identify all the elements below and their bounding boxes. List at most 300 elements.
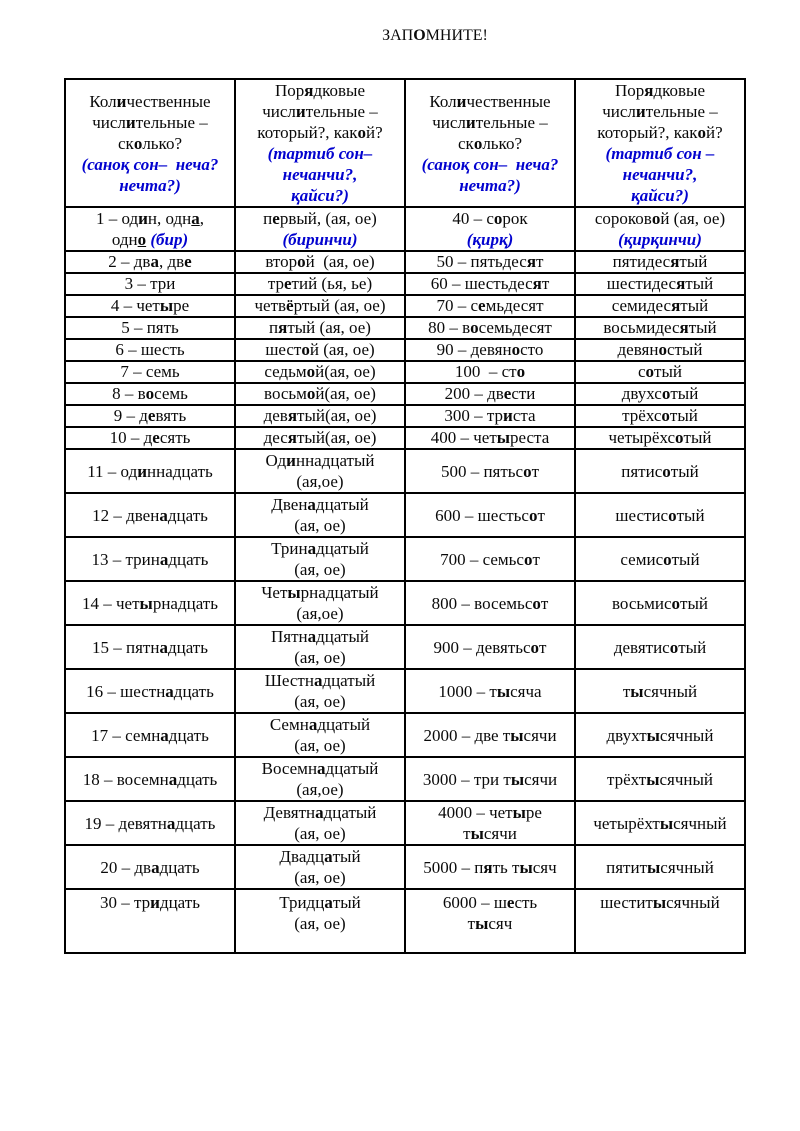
cell-text: 80 – в — [428, 318, 471, 337]
cell-text: 6 – шесть — [115, 340, 185, 359]
cell-text: 20 – дв — [100, 857, 152, 877]
cell-text: а — [313, 671, 323, 690]
table-cell — [575, 207, 745, 251]
cell-text: сячный — [660, 857, 714, 877]
table-cell — [575, 889, 745, 953]
cell-text: Двен — [271, 495, 308, 514]
cell-text: е — [147, 406, 156, 425]
table-cell — [235, 251, 405, 273]
cell-text: а — [166, 813, 176, 833]
table-cell — [405, 669, 575, 713]
cell-text: и — [465, 112, 476, 132]
cell-text: и — [137, 461, 148, 481]
table-cell — [65, 537, 235, 581]
cell-text: т — [541, 274, 550, 293]
cell-text: ы — [652, 893, 667, 912]
table-row — [65, 295, 745, 317]
cell-text: , дв — [158, 252, 185, 271]
cell-text: , — [199, 209, 205, 228]
table-cell — [65, 845, 235, 889]
translation-text: нечта?) — [119, 175, 181, 195]
cell-text: 40 – с — [452, 209, 494, 228]
table-row — [65, 845, 745, 889]
cell-text: а — [168, 769, 178, 789]
cell-text: Чет — [261, 583, 288, 602]
cell-text: пятидес — [612, 252, 671, 271]
table-header — [65, 79, 745, 207]
cell-text: а — [324, 847, 333, 866]
cell-text: мьдесят — [485, 296, 544, 315]
cell-text: 11 – од — [87, 461, 138, 481]
cell-text: пятит — [606, 857, 648, 877]
table-cell — [405, 889, 575, 953]
cell-text: о — [697, 123, 707, 142]
cell-text: дес — [263, 428, 288, 447]
cell-text: дцать — [168, 725, 209, 745]
cell-text: сяча — [510, 681, 542, 701]
cell-text: сячный — [659, 725, 714, 745]
cell-text: реста — [510, 428, 550, 447]
cell-text: 3000 – три т — [422, 769, 511, 789]
table-cell — [235, 405, 405, 427]
cell-text: дцать — [159, 857, 200, 877]
cell-text: тельные – — [475, 112, 548, 132]
cell-text: трёхт — [606, 769, 647, 789]
cell-text: ы — [646, 725, 660, 745]
table-cell — [65, 405, 235, 427]
cell-text: тый — [654, 362, 682, 381]
cell-text: о — [306, 362, 316, 381]
cell-text: О — [413, 27, 426, 44]
header-cell — [405, 79, 575, 207]
table-cell — [575, 273, 745, 295]
table-row — [65, 537, 745, 581]
cell-text: ы — [510, 725, 524, 745]
cell-text: 2000 – две т — [423, 725, 511, 745]
table-cell — [405, 361, 575, 383]
cell-text: сто — [520, 340, 544, 359]
table-row — [65, 801, 745, 845]
cell-text: а — [324, 893, 333, 912]
table-cell — [235, 669, 405, 713]
cell-text: 400 – чет — [430, 428, 497, 447]
table-cell — [405, 493, 575, 537]
cell-text: 8 – в — [112, 384, 146, 403]
cell-text: о — [297, 252, 306, 271]
cell-text: 1 – од — [95, 209, 139, 228]
cell-text: тельные – — [135, 112, 208, 132]
cell-text: семис — [620, 549, 664, 569]
table-cell — [405, 801, 575, 845]
table-cell — [65, 713, 235, 757]
table-row — [65, 493, 745, 537]
cell-text: т — [537, 505, 545, 525]
cell-text: о — [473, 133, 483, 153]
cell-text: семьдесят — [478, 318, 552, 337]
cell-text: сять — [159, 428, 191, 447]
cell-text: тый — [680, 593, 708, 613]
cell-text: числ — [262, 102, 296, 121]
cell-text: о — [306, 384, 316, 403]
cell-text: а — [165, 681, 174, 701]
cell-text: а — [308, 715, 318, 734]
table-cell — [65, 295, 235, 317]
cell-text: дцатый — [316, 539, 369, 558]
cell-text: о — [645, 362, 655, 381]
cell-text: дцать — [167, 505, 208, 525]
cell-text: дцать — [168, 549, 209, 569]
cell-text: Пятн — [271, 627, 308, 646]
cell-text: а — [307, 495, 316, 514]
cell-text: числ — [432, 112, 466, 132]
cell-text: о — [675, 428, 684, 447]
cell-text: и — [635, 102, 646, 121]
cell-text: ы — [470, 824, 484, 843]
table-cell — [235, 581, 405, 625]
cell-text: ы — [630, 681, 644, 701]
cell-text: и — [150, 893, 160, 912]
cell-text: о — [661, 384, 671, 403]
cell-text: двухс — [621, 384, 662, 403]
cell-text: 16 – шестн — [86, 681, 166, 701]
cell-text: о — [145, 384, 155, 403]
cell-text: ы — [510, 769, 525, 789]
cell-text: четырёхт — [593, 813, 660, 833]
table-cell — [65, 889, 235, 953]
cell-text: Кол — [89, 91, 117, 111]
table-cell — [405, 339, 575, 361]
cell-text: четырёхс — [608, 428, 676, 447]
table-cell — [575, 581, 745, 625]
cell-text: дцать — [175, 813, 216, 833]
cell-text: о — [671, 593, 681, 613]
cell-text: ы — [512, 803, 526, 822]
table-cell — [65, 361, 235, 383]
cell-text: (ая,ое) — [296, 472, 344, 491]
cell-text: я — [671, 296, 681, 315]
cell-text: ре — [525, 803, 542, 822]
cell-text: о — [523, 549, 533, 569]
cell-text: я — [287, 428, 297, 447]
cell-text: чественные — [126, 91, 211, 111]
table-cell — [575, 757, 745, 801]
cell-text: дцатый — [325, 759, 379, 778]
table-row — [65, 713, 745, 757]
table-cell — [235, 207, 405, 251]
cell-text: (ая, ое) — [294, 824, 346, 843]
cell-text: ннадцать — [147, 461, 213, 481]
cell-text: дцатый — [316, 627, 369, 646]
cell-text: о — [528, 505, 538, 525]
cell-text: а — [159, 505, 168, 525]
table-cell — [575, 427, 745, 449]
cell-text: пятис — [621, 461, 663, 481]
cell-text: сти — [511, 384, 536, 403]
cell-text: (ая, ое) — [294, 516, 346, 535]
table-cell — [575, 449, 745, 493]
table-cell — [575, 845, 745, 889]
cell-text: 30 – тр — [100, 893, 151, 912]
cell-text: ск — [118, 133, 134, 153]
table-cell — [235, 757, 405, 801]
cell-text: о — [511, 340, 521, 359]
cell-text: (ая,ое) — [296, 604, 344, 623]
cell-text: ре — [173, 296, 190, 315]
table-cell — [405, 449, 575, 493]
cell-text: ы — [139, 593, 153, 613]
cell-text: о — [523, 461, 532, 481]
cell-text: (ая, ое) — [294, 692, 346, 711]
cell-text: сячный — [643, 681, 698, 701]
table-row — [65, 251, 745, 273]
cell-text: а — [159, 549, 169, 569]
cell-text: ё — [286, 296, 294, 315]
table-row — [65, 625, 745, 669]
cell-text: семидес — [611, 296, 672, 315]
cell-text: тый(ая, ое) — [296, 428, 377, 447]
cell-text: ы — [496, 681, 511, 701]
table-body — [65, 207, 745, 953]
table-cell — [405, 625, 575, 669]
cell-text: рнадцатый — [300, 583, 379, 602]
cell-text: тый — [679, 252, 708, 271]
translation-text: (қирқ) — [466, 230, 514, 249]
cell-text: а — [307, 627, 317, 646]
cell-text: рок — [502, 209, 528, 228]
header-cell — [235, 79, 405, 207]
cell-text: Пор — [274, 81, 305, 100]
translation-text: (саноқ сон– неча? — [421, 154, 559, 174]
cell-text: дцатый — [315, 495, 369, 514]
table-cell — [405, 713, 575, 757]
cell-text: восьмис — [612, 593, 672, 613]
cell-text: а — [159, 637, 168, 657]
cell-text: тый — [332, 847, 361, 866]
cell-text: е — [184, 252, 192, 271]
cell-text: 900 – девятьс — [433, 637, 531, 657]
table-cell — [575, 361, 745, 383]
cell-text: Девятн — [263, 803, 316, 822]
translation-text: (бир) — [150, 230, 189, 249]
cell-text: о — [516, 362, 526, 381]
table-cell — [235, 339, 405, 361]
cell-text: 60 – шестьдес — [430, 274, 533, 293]
table-cell — [575, 801, 745, 845]
cell-text: тый — [670, 384, 699, 403]
cell-text: я — [483, 857, 493, 877]
translation-text: нечта?) — [459, 175, 521, 195]
table-cell — [405, 845, 575, 889]
cell-text: 100 – ст — [454, 362, 517, 381]
cell-text: я — [304, 81, 314, 100]
cell-text: с — [638, 362, 646, 381]
cell-text: 18 – восемн — [82, 769, 169, 789]
table-cell — [235, 889, 405, 953]
cell-text: и — [456, 91, 467, 111]
cell-text: п — [269, 318, 279, 337]
table-cell — [65, 251, 235, 273]
cell-text: седьм — [264, 362, 307, 381]
cell-text: дев — [263, 406, 288, 425]
cell-text: о — [133, 133, 143, 153]
cell-text: я — [287, 406, 298, 425]
cell-text: е — [506, 893, 515, 912]
cell-text: шестидес — [606, 274, 677, 293]
cell-text: о — [661, 406, 670, 425]
cell-text: тый — [332, 893, 361, 912]
table-row — [65, 757, 745, 801]
table-cell — [575, 493, 745, 537]
cell-text: а — [317, 759, 326, 778]
cell-text: о — [668, 505, 677, 525]
table-row — [65, 669, 745, 713]
cell-text: сячи — [523, 725, 557, 745]
cell-text: я — [532, 274, 542, 293]
table-cell — [65, 581, 235, 625]
cell-text: лько? — [142, 133, 182, 153]
cell-text: Восемн — [261, 759, 318, 778]
cell-text: (ая, ое) — [294, 648, 346, 667]
cell-text: вять — [155, 406, 187, 425]
cell-text: й (ая, ое) — [305, 252, 375, 271]
cell-text: 600 – шестьс — [435, 505, 529, 525]
table-cell — [65, 339, 235, 361]
table-row — [65, 339, 745, 361]
cell-text: ЗАП — [382, 27, 414, 44]
cell-text: восьм — [264, 384, 307, 403]
table-cell — [575, 295, 745, 317]
cell-text: о — [663, 549, 672, 569]
cell-text: дцатый — [322, 671, 376, 690]
cell-text: ы — [647, 857, 661, 877]
table-row — [65, 361, 745, 383]
translation-text: (биринчи) — [282, 230, 358, 249]
header-cell — [575, 79, 745, 207]
table-cell — [235, 625, 405, 669]
cell-text: т — [536, 252, 544, 271]
cell-text: о — [137, 230, 147, 249]
translation-text: нечанчи?, — [622, 165, 698, 184]
table-cell — [405, 405, 575, 427]
cell-text: т — [540, 593, 549, 613]
cell-text: Пор — [614, 81, 645, 100]
cell-text: (ая, ое) — [294, 560, 346, 579]
cell-text: т — [622, 681, 631, 701]
cell-text: 7 – семь — [120, 362, 180, 381]
cell-text: тый (ая, ое) — [287, 318, 371, 337]
table-cell — [65, 207, 235, 251]
cell-text: лько? — [482, 133, 522, 153]
cell-text: о — [493, 209, 503, 228]
table-cell — [235, 361, 405, 383]
table-cell — [575, 317, 745, 339]
cell-text: чественные — [466, 91, 551, 111]
cell-text: т — [463, 824, 471, 843]
cell-text: сячный — [673, 813, 727, 833]
table-cell — [65, 625, 235, 669]
cell-text: тый — [676, 505, 705, 525]
cell-text: е — [478, 296, 486, 315]
cell-text: дцатый — [323, 803, 377, 822]
table-cell — [575, 537, 745, 581]
cell-text: 17 – семн — [91, 725, 161, 745]
cell-text: а — [191, 209, 200, 228]
table-row — [65, 273, 745, 295]
numerals-table — [64, 78, 746, 954]
cell-text: т — [531, 461, 540, 481]
cell-text: Кол — [429, 91, 457, 111]
cell-text: й (ая, ое) — [660, 209, 726, 228]
cell-text: Двадц — [279, 847, 325, 866]
translation-text: (саноқ сон– неча? — [81, 154, 219, 174]
cell-text: ы — [475, 914, 489, 933]
cell-text: о — [357, 123, 367, 142]
translation-text: қайси?) — [291, 186, 349, 205]
cell-text: я — [679, 318, 689, 337]
table-cell — [405, 295, 575, 317]
table-row — [65, 449, 745, 493]
cell-text: рвый, (ая, ое) — [279, 209, 377, 228]
cell-text: 800 – восемьс — [431, 593, 533, 613]
cell-text: 1000 – т — [438, 681, 497, 701]
cell-text: сячный — [659, 769, 714, 789]
cell-text: я — [278, 318, 288, 337]
cell-text: ннадцатый — [295, 451, 375, 470]
translation-text: (тартиб сон – — [605, 144, 715, 163]
table-cell — [65, 493, 235, 537]
cell-text: тий (ья, ье) — [291, 274, 373, 293]
table-cell — [405, 317, 575, 339]
cell-text: дцать — [173, 681, 214, 701]
cell-text: Од — [265, 451, 287, 470]
cell-text: 13 – трин — [91, 549, 160, 569]
cell-text: а — [151, 857, 160, 877]
cell-text: й? — [706, 123, 723, 142]
cell-text: ы — [496, 428, 511, 447]
cell-text: дцать — [167, 637, 208, 657]
cell-text: МНИТЕ! — [425, 27, 488, 44]
cell-text: (ая, ое) — [294, 914, 346, 933]
cell-text: т — [532, 549, 540, 569]
table-cell — [235, 537, 405, 581]
cell-text: тельные – — [305, 102, 378, 121]
table-cell — [575, 251, 745, 273]
cell-text: а — [160, 725, 169, 745]
cell-text: и — [138, 209, 148, 228]
cell-text: 70 – с — [436, 296, 479, 315]
table-row — [65, 889, 745, 953]
cell-text: 200 – дв — [444, 384, 504, 403]
table-cell — [405, 537, 575, 581]
table-cell — [65, 449, 235, 493]
cell-text: тый — [669, 406, 698, 425]
cell-text: тый — [671, 549, 700, 569]
cell-text: и — [125, 112, 136, 132]
table-cell — [405, 207, 575, 251]
cell-text: Трин — [271, 539, 308, 558]
cell-text: одн — [111, 230, 138, 249]
cell-text: сороков — [594, 209, 652, 228]
cell-text: стый — [666, 340, 703, 359]
cell-text: числ — [602, 102, 636, 121]
cell-text: е — [284, 274, 292, 293]
cell-text: 4000 – чет — [438, 803, 513, 822]
table-row — [65, 383, 745, 405]
cell-text: сячи — [483, 824, 517, 843]
cell-text: е — [152, 428, 160, 447]
cell-text: дцать — [177, 769, 218, 789]
cell-text: тый — [685, 274, 714, 293]
